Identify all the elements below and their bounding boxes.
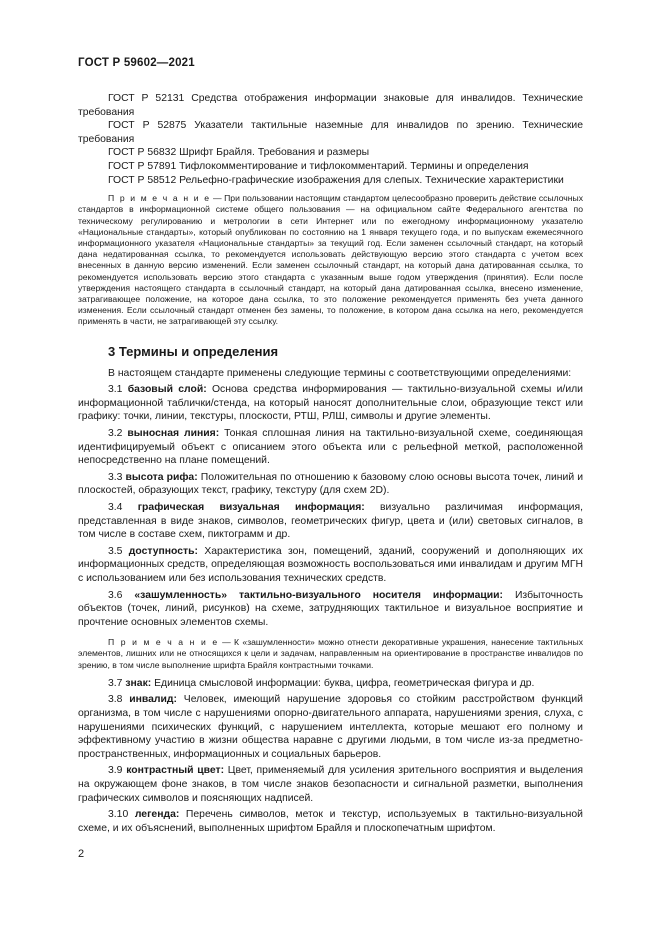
term-name: графическая визуальная информация:: [137, 501, 365, 513]
term-text: Перечень символов, меток и текстур, используемых в тактильно-визуальной схеме, и их объяснений, выполненных шрифтом Брайля и плоскопечатным шрифтом.: [78, 809, 583, 834]
term-name: высота рифа:: [125, 471, 198, 483]
note-text: — При пользовании настоящим стандартом целесообразно проверить действие ссылочных стандартов в информационной системе общего пользования — на официальном сайте Федерального агентства по техническому регулированию и метрологии в сети Интернет или по ежегодному информационному указателю «Национальные стандарты», который опубликован по состоянию на 1 января текущего года, и по выпускам ежемесячного информационного указателя «Национальные стандарты» за текущий год. Если заменен ссылочный стандарт, на который дана недатированная ссылка, то рекомендуется использовать действующую версию этого стандарта с учетом всех внесенных в данную версию изменений. Если заменен ссылочный стандарт, на который дана датированная ссылка, то рекомендуется использовать версию этого стандарта с указанным выше годом утверждения (принятия). Если после утверждения настоящего стандарта в ссылочный стандарт, на который дана датированная ссылка, внесено изменение, затрагивающее положение, на которое дана ссылка, то это положение рекомендуется применять без учета данного изменения. Если ссылочный стандарт отменен без замены, то положение, в котором дана ссылка на него, рекомендуется применять в части, не затрагивающей эту ссылку.: [78, 193, 584, 327]
term-number: 3.8: [108, 694, 130, 706]
term-text: Цвет, применяемый для усиления зрительного восприятия и выделения на окружающем фоне знаков, в том числе знаков безопасности и сигнальной разметки, выполнения графических символов и поясняющих надписей.: [78, 765, 583, 804]
term-definition: [78, 589, 583, 630]
page-number: 2: [78, 848, 85, 860]
term-text: визуально различимая информация, представленная в виде знаков, символов, геометрических фигур, цвета и (или) световых сигналов, в том числе в составе схем, пиктограмм и др.: [78, 501, 583, 541]
term-definition: [78, 471, 583, 498]
term-text: Характеристика зон, помещений, зданий, сооружений и дополняющих их информационных средств, определяющая возможность воспользоваться ими инвалидам и другим МГН с использованием или без использования технических средств.: [78, 545, 583, 584]
note-noise: [78, 637, 583, 671]
term-name: базовый слой:: [127, 384, 207, 396]
document-body: [78, 92, 583, 835]
term-definition: [78, 427, 583, 468]
term-name: «зашумленность» тактильно-визуального носителя информации:: [134, 589, 504, 601]
note-references: [78, 193, 583, 327]
term-number: 3.1: [108, 384, 128, 396]
term-number: 3.10: [108, 809, 135, 821]
reference-item: ГОСТ Р 58512 Рельефно-графические изображения для слепых. Технические характеристики: [108, 174, 564, 186]
reference-item: ГОСТ Р 52875 Указатели тактильные наземные для инвалидов по зрению. Технические требования: [78, 120, 583, 145]
term-name: выносная линия:: [127, 427, 220, 439]
term-number: 3.3: [108, 471, 126, 483]
term-text: Единица смысловой информации: буква, цифра, геометрическая фигура и др.: [151, 677, 535, 689]
term-name: знак:: [125, 677, 152, 689]
term-text: Избыточность объектов (точек, линий, рисунков) на схеме, затрудняющих тактильное и визуальное восприятие и прочтение основных элементов схемы.: [78, 589, 583, 628]
term-text: Человек, имеющий нарушение здоровья со стойким расстройством функций организма, в том числе с нарушениями опорно-двигательного аппарата, нарушениями зрения, слуха, с нарушениями психических функций, с нарушением интеллекта, которые мешают его полному и эффективному участию в жизни общества наравне с другими людьми, в том числе из-за предметно-пространственных, информационных и социальных барьеров.: [78, 694, 583, 760]
term-number: 3.5: [108, 545, 129, 557]
term-text: Тонкая сплошная линия на тактильно-визуальной схеме, соединяющая идентифицируемый объект с описанием этого объекта или с рельефной меткой, расположенной непосредственно на плане помещений.: [78, 427, 583, 467]
term-definition: [78, 677, 583, 691]
section-title: 3 Термины и определения: [108, 343, 279, 359]
document-header: ГОСТ Р 59602—2021: [78, 57, 195, 69]
term-text: Положительная по отношению к базовому слою основы высота точек, линий и плоскостей, образующих текст, графику, текстуру (для схем 2D).: [78, 471, 583, 497]
term-name: инвалид:: [129, 694, 177, 706]
term-text: Основа средства информирования — тактильно-визуальной схемы и/или информационной таблички/стенда, на который наносят дополнительные слои, образующие текст или графику: точки, линии, текстуры, плоскости, РТШ, РЛШ, символы и другие элементы.: [78, 384, 583, 423]
term-number: 3.9: [108, 765, 127, 777]
term-name: легенда:: [134, 809, 180, 821]
term-definition: [78, 808, 583, 835]
term-number: 3.7: [108, 677, 126, 689]
term-number: 3.4: [108, 501, 138, 513]
term-definition: [78, 764, 583, 805]
reference-item: ГОСТ Р 56832 Шрифт Брайля. Требования и размеры: [108, 147, 370, 159]
term-definition: [78, 545, 583, 586]
section-intro: В настоящем стандарте применены следующие термины с соответствующими определениями:: [108, 367, 572, 379]
note-text: — К «зашумленности» можно отнести декоративные украшения, нанесение тактильных элементов, лишних или не относящихся к цели и задачам, направленным на ориентирование в пространстве инвалидов по зрению, в том числе выполнение шрифта Брайля контрастными точками.: [78, 637, 583, 670]
term-number: 3.6: [108, 589, 135, 601]
term-definition: [78, 693, 583, 761]
note-label: П р и м е ч а н и е: [108, 193, 211, 204]
term-name: доступность:: [128, 545, 198, 557]
reference-item: ГОСТ Р 57891 Тифлокомментирование и тифлокомментарий. Термины и определения: [108, 160, 529, 172]
term-definition: [78, 501, 583, 542]
term-definition: [78, 383, 583, 424]
note-label: П р и м е ч а н и е: [108, 637, 219, 648]
term-name: контрастный цвет:: [126, 765, 225, 777]
term-number: 3.2: [108, 427, 128, 439]
reference-item: ГОСТ Р 52131 Средства отображения информации знаковые для инвалидов. Технические требования: [78, 93, 583, 118]
